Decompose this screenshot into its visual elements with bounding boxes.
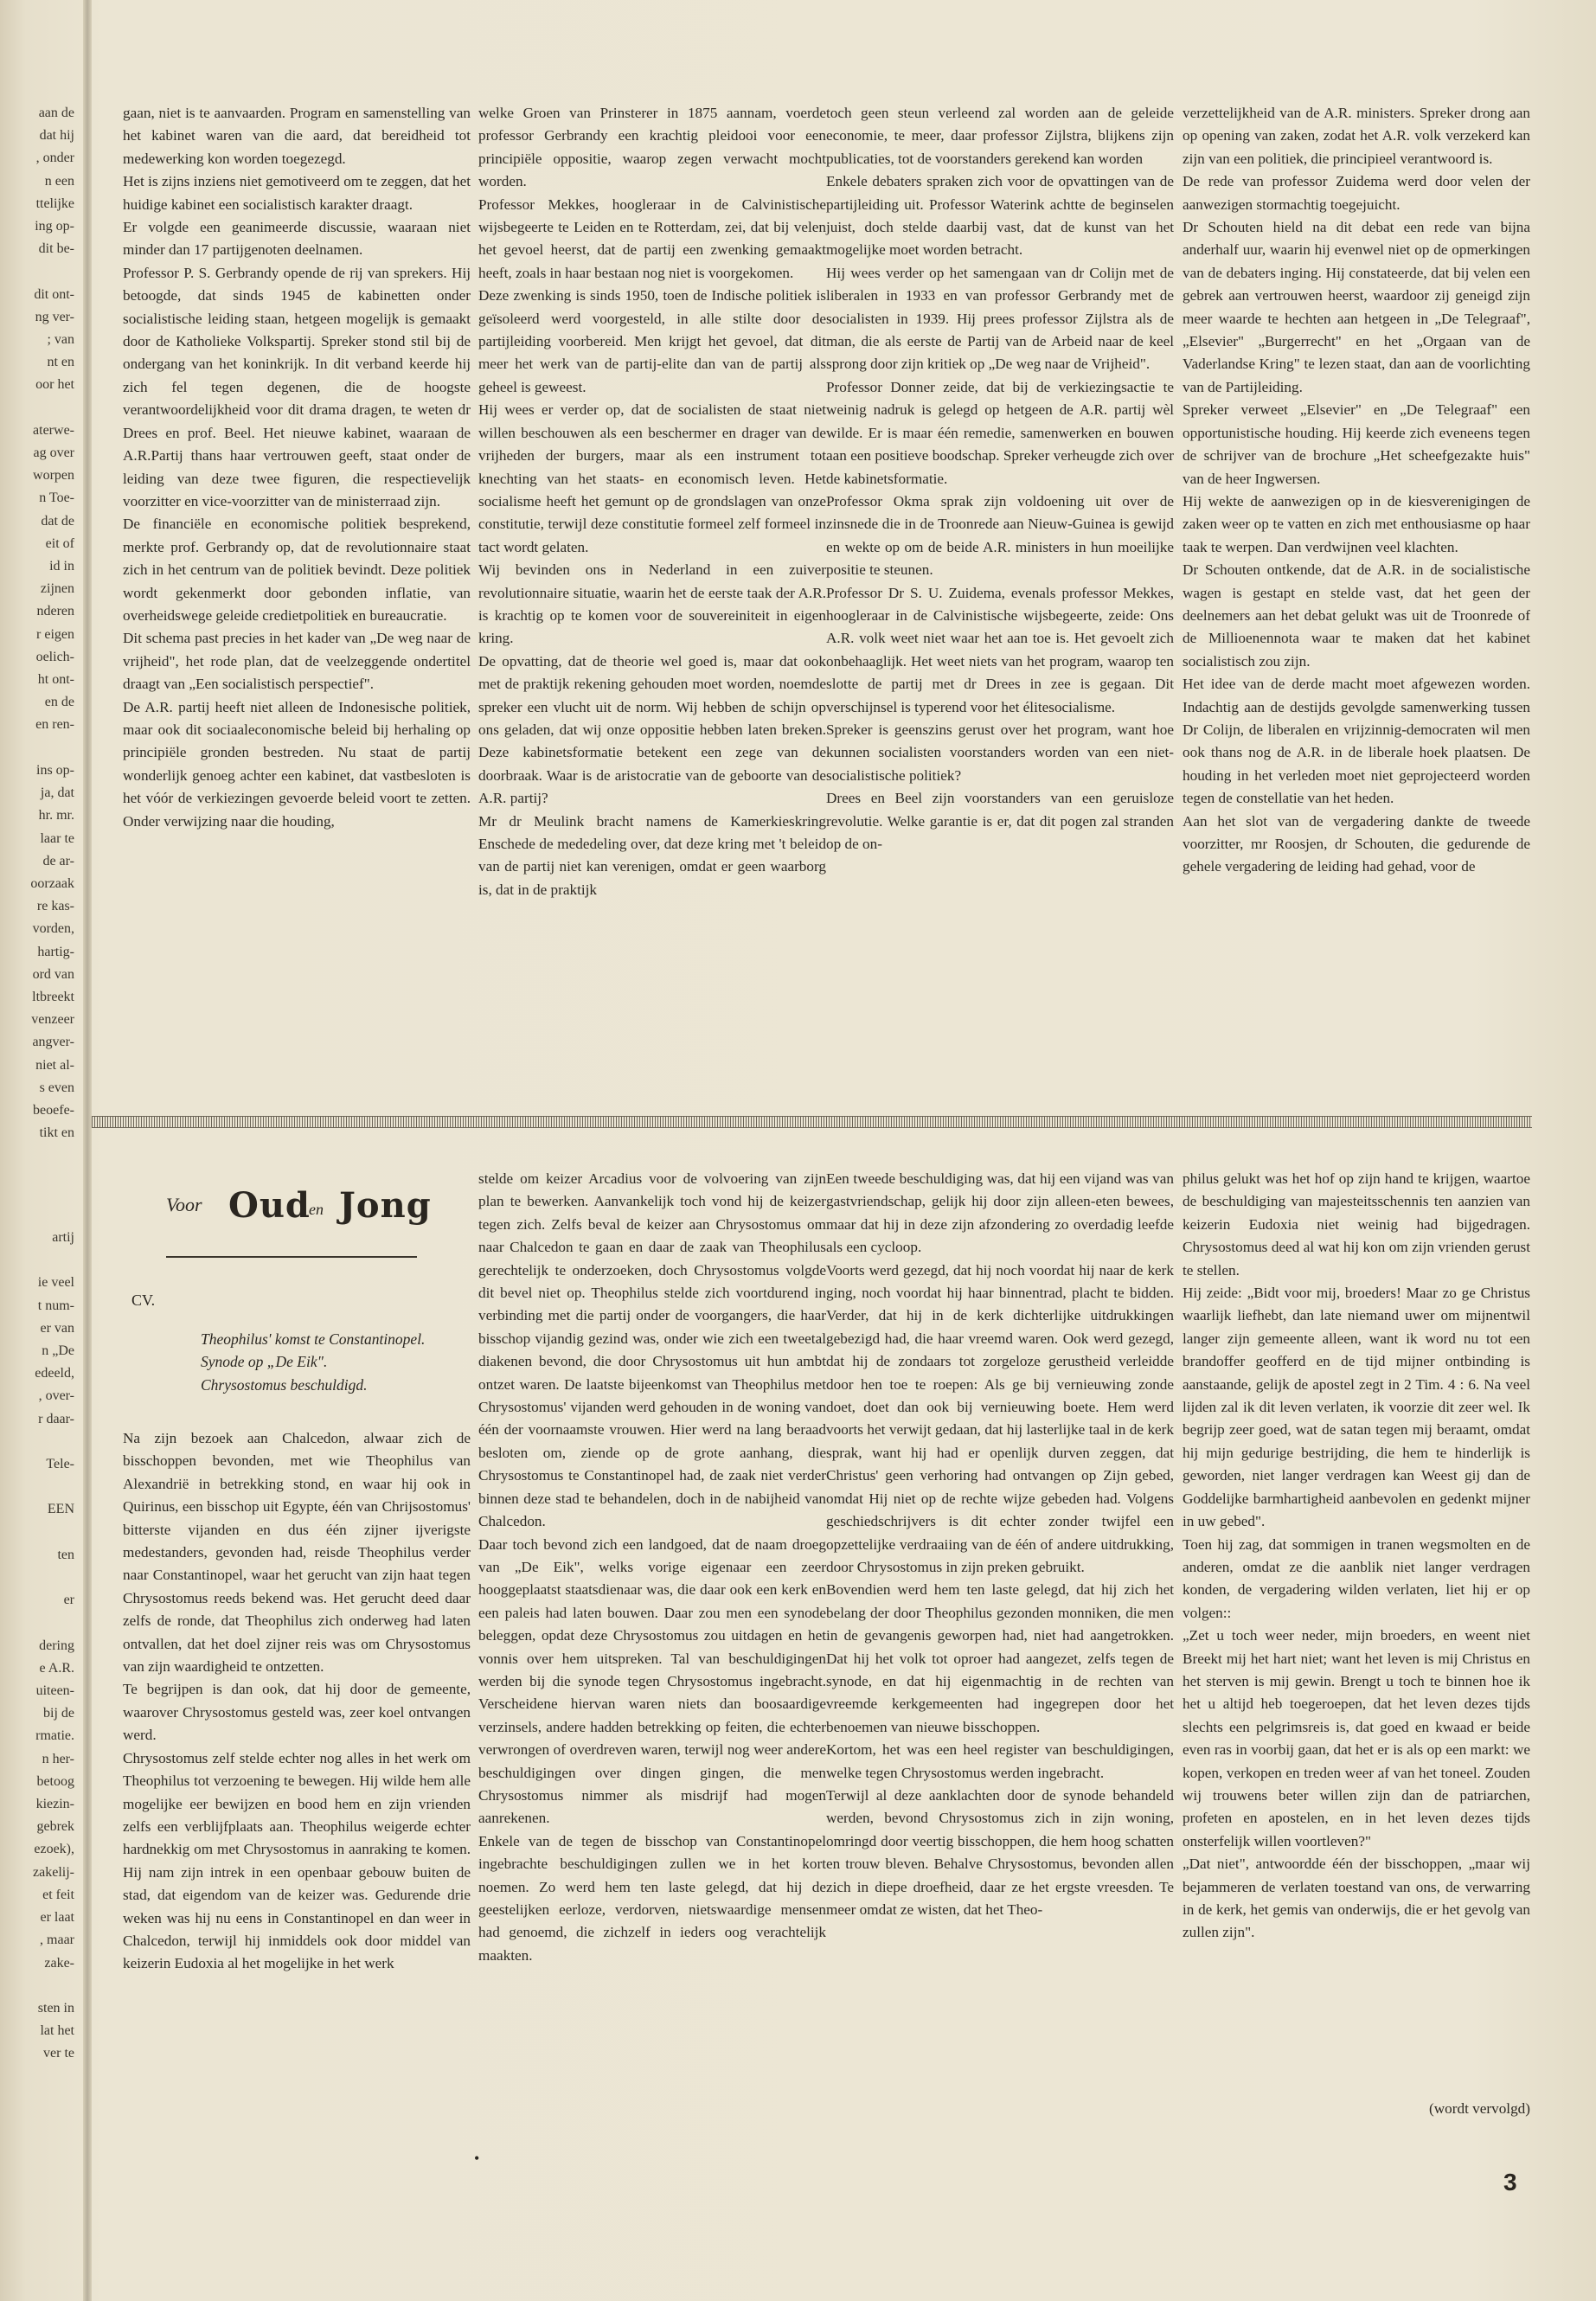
paragraph: Professor Mekkes, hoogleraar in de Calvinistische wijsbegeerte te Leiden en te Rotterdam, zei, dat bij velen het gevoel heerst, dat de partij een zwenking gemaakt heeft, zoals in haar bestaan nog niet is voorgekomen. [478, 195, 826, 281]
paragraph: Enkele van de tegen de bisschop van Constantinopel ingebrachte beschuldigingen zullen we in het kort noemen. Zo werd hem ten laste gelegd, dat hij de geestelijken eerloze, verdorven, nietswaardige mensen had genoemd, die zichzelf in ieders oog verachtelijk maakten. [478, 1832, 826, 1964]
paragraph: De financiële en economische politiek besprekend, merkte prof. Gerbrandy op, dat de revolutionnaire staat zich in het centrum van de politiek bevindt. Deze politiek wordt gekenmerkt door gebonden inflatie, van overheidswege geleide credietpolitiek en bureaucratie. [123, 516, 471, 624]
page-number: 3 [1503, 2169, 1517, 2195]
fragment-line: angver- [32, 1035, 74, 1050]
paragraph: De opvatting, dat de theorie wel goed is, maar dat ook met de praktijk rekening gehouden moet worden, noemde spreker een vlucht uit de norm. Wij hebben de schijn op ons geladen, dat wij onze oppositie hebben laten breken. Deze kabinetsformatie betekent een zege van de doorbraak. Waar is de aristocratie van de geboorte van de A.R. partij? [478, 652, 826, 807]
fragment-line: sten in [37, 2000, 74, 2016]
fragment-line: lat het [40, 2023, 74, 2039]
fragment-line: tikt en [39, 1125, 74, 1141]
fragment-line: eit of [45, 535, 74, 551]
fragment-line: dering [39, 1638, 74, 1653]
paragraph: Na zijn bezoek aan Chalcedon, alwaar zich de bisschoppen bevonden, met wie Theophilus van Alexandrië in betrekking stond, en waar hij ook in Quirinus, een bisschop uit Egypte, één van Chrijsostomus' bitterste vijanden en dus één zijner ijverigste medestanders, gevonden had, reisde Theophilus verder naar Constantinopel, waar het gerucht van zijn haat tegen Chrysostomus reeds bekend was. Het gerucht deed daar zelfs de ronde, dat Theophilus zich onderweg had laten ontvallen, dat het doel zijner reis was om Chrysostomus van zijn waardigheid te ontzetten. [123, 1430, 471, 1676]
article-column-4 [1183, 102, 1530, 879]
heading-underline [166, 1256, 417, 1258]
fragment-line: kiezin- [35, 1797, 74, 1812]
fragment-line: , maar [40, 1932, 74, 1948]
previous-page-column-bottom [0, 1227, 74, 2066]
paragraph: Er volgde een geanimeerde discussie, waaraan niet minder dan 17 partijgenoten deelnamen. [123, 219, 471, 259]
fragment-line [0, 737, 74, 760]
subhead: Chrysostomus beschuldigd. [201, 1375, 368, 1394]
feature-column-4 [1183, 1168, 1530, 1945]
feature-subheads [201, 1328, 460, 1396]
fragment-line: zijnen [40, 581, 74, 597]
fragment-line: dat hij [39, 128, 74, 144]
fragment-line: hr. mr. [38, 808, 74, 824]
fragment-line: id in [49, 559, 74, 574]
paragraph: Daar toch bevond zich een landgoed, dat de naam droeg van „De Eik", welks vorige eigenaar een zeer hooggeplaatst staatsdienaar was, die daar ook een kerk en een paleis had laten bouwen. Daar zou men een synode beleggen, opdat deze Chrysostomus zou uitdagen en het vonnis over hem uitspreken. Tal van beschuldigingen werden bij die synode tegen Chrysostomus ingebracht. Verscheidene hiervan waren niets dan boosaardige verzinsels, andere hadden betrekking op feiten, die echter verwrongen of overdreven waren, terwijl nog weer andere beschuldigingen over dingen gingen, die men Chrysostomus nimmer als misdrijf had mogen aanrekenen. [478, 1535, 826, 1827]
fragment-line: , over- [38, 1388, 74, 1404]
paragraph: „Zet u toch weer neder, mijn broeders, en weent niet Breekt mij het hart niet; want het leven is mij Christus en het sterven is mij gewin. Brengt u toch te binnen hoe ik het u altijd heb toegeroepen, dat het leven dezes tijds slechts een pelgrimsreis is, dat goed en kwaad er beide even ras in voorbij gaan, dat het er is als op een markt: we kopen, verkopen en treden weer af van het toneel. Zouden wij trouwens beter willen zijn dan de patriarchen, profeten en apostelen, en in het leven dezes tijds onsterfelijk willen voortleven?" [1183, 1627, 1530, 1849]
previous-page-column-top [0, 102, 74, 1144]
paragraph: gaan, niet is te aanvaarden. Program en samenstelling van het kabinet waren van die aard, dat bereidheid tot medewerking kon worden toegezegd. [123, 105, 471, 167]
fragment-line: artij [52, 1230, 74, 1245]
fragment-line: hartig- [37, 944, 74, 959]
paragraph: „Dat niet", antwoordde één der bisschoppen, „maar wij bejammeren de verlaten toestand van ons, de verwarring in de kerk, het gemis van onderwijs, die er het gevolg van zullen zijn". [1183, 1856, 1530, 1941]
fragment-line: ja, dat [40, 785, 74, 801]
paragraph: Aan het slot van de vergadering dankte de tweede voorzitter, mr Roosjen, dr Schouten, die gedurende de gehele vergadering de leiding had gehad, voor de [1183, 812, 1530, 875]
fragment-line [0, 1567, 74, 1589]
fragment-line: betoog [36, 1773, 74, 1789]
paragraph: Hij zeide: „Bidt voor mij, broeders! Maar zo ge Christus waarlijk liefhebt, dan late niemand uwer om mijnentwil langer zijn gemeente alleen, want ik word nu tot een brandoffer geofferd en de tijd mijner ontbinding is aanstaande, gelijk de apostel zegt in 2 Tim. 4 : 6. Na veel lijden zal ik dit leven verlaten, ik voorzie dit zeer wel. Ik begrijp zeer goed, wat de satan tegen mij beraamt, omdat hij mijn gedurige bestrijding, die hem te hinderlijk is geworden, niet langer verdragen kan Weest gij dan de Goddelijke barmhartigheid aanbevolen en gedenkt mijner in uw gebed". [1183, 1285, 1530, 1530]
fragment-line: et feit [42, 1887, 74, 1902]
page-gutter [83, 0, 92, 2301]
paragraph: Professor P. S. Gerbrandy opende de rij van sprekers. Hij betoogde, dat sinds 1945 de kabinetten onder socialistische leiding staan, hetgeen mogelijk is gemaakt door de Katholieke Volkspartij. Spreker stond stil bij de ondergang van het koninkrijk. In dit verband keerde hij zich fel tegen degenen, die de hoogste verantwoordelijkheid voor dit drama dragen, te weten dr Drees en prof. Beel. Het nieuwe kabinet, waaraan de A.R.Partij thans haar vertrouwen geeft, staat onder de leiding van deze twee figuren, die respectievelijk voorzitter en vice-voorzitter van de ministerraad zijn. [123, 264, 471, 510]
paragraph: Dr Schouten ontkende, dat de A.R. in de socialistische wagen is gestapt en stelde vast, dat het geen der deelnemers aan het debat gelukt was uit de Troonrede of de Millioenennota waar te maken dat het kabinet socialistisch zou zijn. [1183, 561, 1530, 670]
fragment-line: r eigen [36, 626, 74, 642]
fragment-line: t num- [37, 1298, 74, 1313]
fragment-line: n een [44, 173, 74, 189]
paragraph: Professor Dr S. U. Zuidema, evenals professor Mekkes, hoogleraar in de Calvinistische wijsbegeerte, zeide: Ons A.R. volk weet niet waar het aan toe is. Het gevoelt zich onbehaaglijk. Het weet niets van het program, waarop ten slotte de partij met dr Drees in zee is gegaan. Dit verschijnsel is typerend voor het élitesocialisme. [826, 584, 1174, 715]
fragment-line: n Toe- [39, 490, 74, 506]
fragment-line [0, 1975, 74, 1997]
paragraph: philus gelukt was het hof op zijn hand te krijgen, waartoe de beschuldiging van majesteitsschennis ten aanzien van keizerin Eudoxia niet weinig had bijgedragen. Chrysostomus deed al wat hij kon om zijn vrienden gerust te stellen. [1183, 1170, 1530, 1279]
to-be-continued: (wordt vervolgd) [1429, 2100, 1530, 2117]
fragment-line: laar te [40, 830, 74, 846]
paragraph: Professor Okma sprak zijn voldoening uit over de zinsnede die in de Troonrede aan Nieuw-Guinea is gewijd en wekte op om de beide A.R. ministers in hun moeilijke positie te steunen. [826, 492, 1174, 579]
feature-column-1 [123, 1427, 471, 1976]
feature-heading [166, 1185, 432, 1246]
fragment-line: worpen [33, 468, 74, 484]
fragment-line [0, 260, 74, 283]
paragraph: De rede van professor Zuidema werd door velen der aanwezigen stormachtig toegejuicht. [1183, 173, 1530, 213]
fragment-line: er van [40, 1320, 74, 1336]
fragment-line: rmatie. [35, 1728, 74, 1744]
fragment-line: de ar- [42, 853, 74, 868]
paragraph: Mr dr Meulink bracht namens de Kamerkieskring Enschede de mededeling over, dat deze kring met 't beleid van de partij niet kan verenigen, omdat er geen waarborg is, dat in de praktijk [478, 812, 826, 898]
fragment-line: aan de [38, 106, 74, 120]
paragraph: Hij wees verder op het samengaan van dr Colijn met de liberalen in 1933 en van professor Gerbrandy met de socialisten in 1939. Hij prees professor Zijlstra als de man, die als eerste de Partij van de Arbeid naar de keel sprong door zijn kritiek op „De weg naar de Vrijheid". [826, 264, 1174, 373]
section-number: CV. [131, 1292, 156, 1309]
fragment-line: e A.R. [39, 1660, 74, 1676]
fragment-line [0, 1522, 74, 1544]
fragment-line: n her- [42, 1751, 74, 1766]
fragment-line: ins op- [36, 762, 74, 778]
fragment-line: , onder [35, 151, 74, 166]
fragment-line: venzeer [31, 1012, 74, 1028]
paragraph: De A.R. partij heeft niet alleen de Indonesische politiek, maar ook dit sociaaleconomische beleid bij herhaling op principiële gronden bestreden. Nu staat de partij wonderlijk genoeg achter een kabinet, dat vastbesloten is het vóór de verkiezingen gevoerde beleid voort te zetten. Onder verwijzing naar die houding, [123, 698, 471, 830]
feature-column-3 [826, 1168, 1174, 1921]
fragment-line: EEN [47, 1502, 74, 1517]
article-column-3 [826, 102, 1174, 856]
paragraph: Hij wees er verder op, dat de socialisten de staat niet willen beschouwen als een beschermer en drager van de vrijheden der burgers, maar als een instrument tot knechting van het staats- en economisch leven. Het socialisme heeft het gemunt op de grondslagen van onze constitutie, terwijl deze constitutie formeel zelf formeel in tact wordt gelaten. [478, 401, 826, 555]
fragment-line: edeeld, [35, 1366, 74, 1381]
fragment-line [0, 1249, 74, 1272]
paragraph: Spreker is geenszins gerust over het program, want hoe kunnen socialisten voorstanders worden van een niet-socialistische politiek? [826, 721, 1174, 784]
fragment-line: oor het [35, 377, 74, 393]
fragment-line: dat de [41, 513, 74, 529]
paragraph: Het idee van de derde macht moet afgewezen worden. Indachtig aan de destijds gevolgde samenwerking tussen Dr Colijn, de liberalen en vrijzinnig-democraten wil men ook thans nog de A.R. in de liberale hoek plaatsen. De houding in het verleden moet niet geprojecteerd worden tegen de constellatie van het heden. [1183, 676, 1530, 807]
fragment-line [0, 1431, 74, 1453]
fragment-line: gebrek [36, 1819, 74, 1835]
paragraph: Bovendien werd hem ten laste gelegd, dat hij zich het belang der door Theophilus gezonden monniken, die men in de gevangenis geworpen had, niet had aangetrokken. Dat hij het volk tot oproer had aangezet, zelfs tegen de synode, en dat hij eigenmachtig in de rechten van vreemde kerkgemeenten had ingegrepen door het benoemen van nieuwe bisschoppen. [826, 1581, 1174, 1735]
paragraph: Wij bevinden ons in Nederland in een zuiver revolutionnaire situatie, waarin het de eerste taak der A.R. is krachtig op te komen voor de souvereiniteit in eigen kring. [478, 561, 826, 647]
fragment-line: zake- [44, 1955, 74, 1971]
paragraph: Kortom, het was een heel register van beschuldigingen, welke tegen Chrysostomus werden ingebracht. [826, 1741, 1174, 1781]
paragraph: Het is zijns inziens niet gemotiveerd om te zeggen, dat het huidige kabinet een socialistisch karakter draagt. [123, 173, 471, 213]
fragment-line [0, 397, 74, 420]
fragment-line: ht ont- [37, 672, 74, 688]
heading-oud: Oud [228, 1185, 311, 1226]
fragment-line: vorden, [32, 921, 74, 937]
fragment-line: oorzaak [30, 875, 74, 891]
fragment-line: ver te [43, 2046, 74, 2061]
paragraph: Voorts werd gezegd, dat hij noch voordat hij naar de kerk ging, noch voordat hij haar binnentrad, placht te bidden. Verder, dat hij in de kerk dichterlijke uitdrukkingen gebezigd had, die haar vreemd waren. Ook werd gezegd, dat hij de zondaars tot zorgeloze gerustheid verleidde door hen toe te roepen: Als ge bij vernieuwing zonde doet, doet dan ook bij vernieuwing boete. Hem werd voorts het verwijt gedaan, dat hij lasterlijke taal in de kerk sprak, want hij had er openlijk durven zeggen, dat Christus' geen verhoring had ontvangen op Zijn gebed, omdat Hij niet op de rechte wijze gebeden had. Volgens geschiedschrijvers is dit echter zonder twijfel een opzettelijke verdraaiing van de één of andere uitdrukking, door Chrysostomus in zijn preken gebruikt. [826, 1261, 1174, 1575]
fragment-line: ezoek), [34, 1842, 74, 1857]
article-column-2 [478, 102, 826, 901]
heading-voor: Voor [166, 1194, 202, 1215]
paragraph: verzettelijkheid van de A.R. ministers. Spreker drong aan op opening van zaken, zodat het A.R. volk verzekerd kan zijn van een politiek, die principieel verantwoord is. [1183, 105, 1530, 167]
fragment-line: ttelijke [35, 195, 74, 211]
fragment-line: n „De [42, 1343, 74, 1359]
paragraph: Deze zwenking is sinds 1950, toen de Indische politiek is geïsoleerd werd voorgesteld, in alle stilte door de partijleiding voorbereid. Men krijgt het gevoel, dat dit meer het werk van de partij-elite dan van de partij als geheel is geweest. [478, 287, 826, 395]
fragment-line: er laat [40, 1910, 74, 1926]
fragment-line: ag over [33, 445, 74, 461]
fragment-line: oelich- [35, 649, 74, 664]
fragment-line: ord van [32, 966, 74, 982]
paragraph: Toen hij zag, dat sommigen in tranen wegsmolten en de anderen, omdat ze die aanblik niet langer verdragen konden, de vergadering wilden verlaten, liet hij er op volgen:: [1183, 1535, 1530, 1621]
fragment-line: ten [57, 1547, 74, 1562]
fragment-line: ; van [47, 332, 74, 348]
fragment-line: s even [39, 1080, 74, 1095]
fragment-line: beoefe- [33, 1102, 74, 1118]
fragment-line: en de [44, 695, 74, 710]
fragment-line: niet al- [35, 1057, 74, 1073]
paragraph: Professor Donner zeide, dat bij de verkiezingsactie te weinig nadruk is gelegd op hetgeen de A.R. partij wèl wilde. Er is maar één remedie, samenwerken en bouwen aan een positieve boodschap. Spreker verheugde zich over de kabinetsformatie. [826, 378, 1174, 487]
section-divider [92, 1116, 1532, 1128]
fragment-line: dit be- [38, 241, 74, 257]
paragraph: Chrysostomus zelf stelde echter nog alles in het werk om Theophilus tot verzoening te bewegen. Hij wilde hem alle mogelijke eer bewijzen en bood hem en zijn vrienden zelfs een verblijfplaats aan. Theophilus weigerde echter hardnekkig om met Chrysostomus in aanraking te komen. Hij nam zijn intrek in een openbaar gebouw buiten de stad, dat eigendom van de keizer was. Gedurende drie weken was hij nu eens in Constantinopel en dan weer in Chalcedon, terwijl hij inmiddels ook door middel van keizerin Eudoxia al het mogelijke in het werk [123, 1749, 471, 1972]
paragraph: Enkele debaters spraken zich voor de opvattingen van de partijleiding uit. Professor Waterink achtte de beginselen juist, doch stelde daarbij vast, dat de kunst van het mogelijke moet worden betracht. [826, 173, 1174, 259]
fragment-line: re kas- [36, 899, 74, 914]
paragraph: Spreker verweet „Elsevier" en „De Telegraaf" een opportunistische houding. Hij keerde zich eveneens tegen de schrijver van de brochure „Het scheefgezakte huis" van de heer Ingwersen. [1183, 401, 1530, 487]
fragment-line [0, 1476, 74, 1498]
paragraph: toch geen steun verleend zal worden aan de geleide economie, te meer, daar professor Zijlstra, blijkens zijn publicaties, tot de voorstanders gerekend kan worden [826, 105, 1174, 167]
article-column-1 [123, 102, 471, 833]
fragment-line: ing op- [35, 219, 74, 234]
paragraph: Hij wekte de aanwezigen op in de kiesverenigingen de zaken weer op te vatten en zich met enthousiasme op haar taak te werpen. Dan verdwijnen veel klachten. [1183, 492, 1530, 555]
fragment-line: Tele- [46, 1457, 74, 1472]
paragraph: stelde om keizer Arcadius voor de volvoering van zijn plan te bewerken. Aanvankelijk toch vond hij de keizer tegen zich. Zelfs beval de keizer aan Chrysostomus om naar Chalcedon te gaan en daar de zaak van Theophilus gerechtelijk te onderzoeken, doch Chrysostomus volgde dit bevel niet op. Theophilus stelde zich voortdurend in verbinding met die partij onder de voorgangers, die haar bisschop vijandig gezind was, onder wie zich een tweetal diakenen bevond, die door Chrysostomus uit hun ambt ontzet waren. De laatste bijeenkomst van Theophilus met Chrysostomus' vijanden werd gehouden in de woning van één der voornaamste vrouwen. Hier werd na lang beraad besloten om, ziende op de grote aanhang, die Chrysostomus te Constantinopel had, de zaak niet verder binnen deze stad te behandelen, doch in de nabijheid van Chalcedon. [478, 1170, 826, 1530]
fragment-line: nt en [47, 355, 74, 370]
fragment-line: r daar- [38, 1411, 74, 1426]
heading-jong: Jong [339, 1185, 432, 1226]
fragment-line: zakelij- [33, 1864, 74, 1880]
print-dot: • [474, 2150, 480, 2167]
fragment-line: ie veel [37, 1275, 74, 1291]
fragment-line: dit ont- [34, 286, 74, 302]
fragment-line: ng ver- [35, 309, 74, 324]
feature-column-2 [478, 1168, 826, 1967]
fragment-line: uiteen- [35, 1683, 74, 1699]
fragment-line: nderen [36, 604, 74, 619]
paragraph: Terwijl al deze aanklachten door de synode behandeld werden, bevond Chrysostomus zich in zijn woning, omringd door veertig bisschoppen, die hem hoog schatten en trouw bleven. Behalve Chrysostomus, bevonden allen zich in diepe droefheid, daar ze het ergste vreesden. Te meer omdat ze wisten, dat het Theo- [826, 1786, 1174, 1918]
fragment-line: aterwe- [33, 422, 74, 438]
fragment-line [0, 1612, 74, 1634]
paragraph: welke Groen van Prinsterer in 1875 aannam, voerde professor Gerbrandy een krachtig pleidooi voor een principiële oppositie, waarop zegen verwacht mocht worden. [478, 105, 826, 190]
fragment-line: er [63, 1593, 74, 1608]
paragraph: Dit schema past precies in het kader van „De weg naar de vrijheid", het rode plan, dat de veelzeggende ondertitel draagt van „Een socialistisch perspectief". [123, 630, 471, 693]
paragraph: Drees en Beel zijn voorstanders van een geruisloze revolutie. Welke garantie is er, dat dit pogen zal stranden op de on- [826, 790, 1174, 852]
paragraph: Een tweede beschuldiging was, dat hij een vijand was van gastvriendschap, gelijk hij door zijn alleen-eten bewees, maar dat hij in deze zijn afzondering zo overdadig leefde als een cycloop. [826, 1170, 1174, 1256]
paragraph: Dr Schouten hield na dit debat een rede van bijna anderhalf uur, waarin hij evenwel niet op de opmerkingen van de debaters inging. Hij constateerde, dat bij velen een gebrek aan vertrouwen heerst, waardoor zij geneigd zijn meer waarde te hechten aan hetgeen in „De Telegraaf", „Elsevier" „Burgerrecht" en het „Orgaan van de Vaderlandse Kring" te lezen staat, dan aan de voorlichting van de Partijleiding. [1183, 219, 1530, 395]
heading-en: en [309, 1201, 324, 1218]
fragment-line: ltbreekt [32, 989, 74, 1004]
fragment-line: en ren- [35, 717, 74, 733]
subhead: Theophilus' komst te Constantinopel. [201, 1330, 426, 1348]
fragment-line: bij de [43, 1706, 74, 1721]
subhead: Synode op „De Eik". [201, 1353, 328, 1371]
paragraph: Te begrijpen is dan ook, dat hij door de gemeente, waarover Chrysostomus gesteld was, zeer koel ontvangen werd. [123, 1681, 471, 1744]
